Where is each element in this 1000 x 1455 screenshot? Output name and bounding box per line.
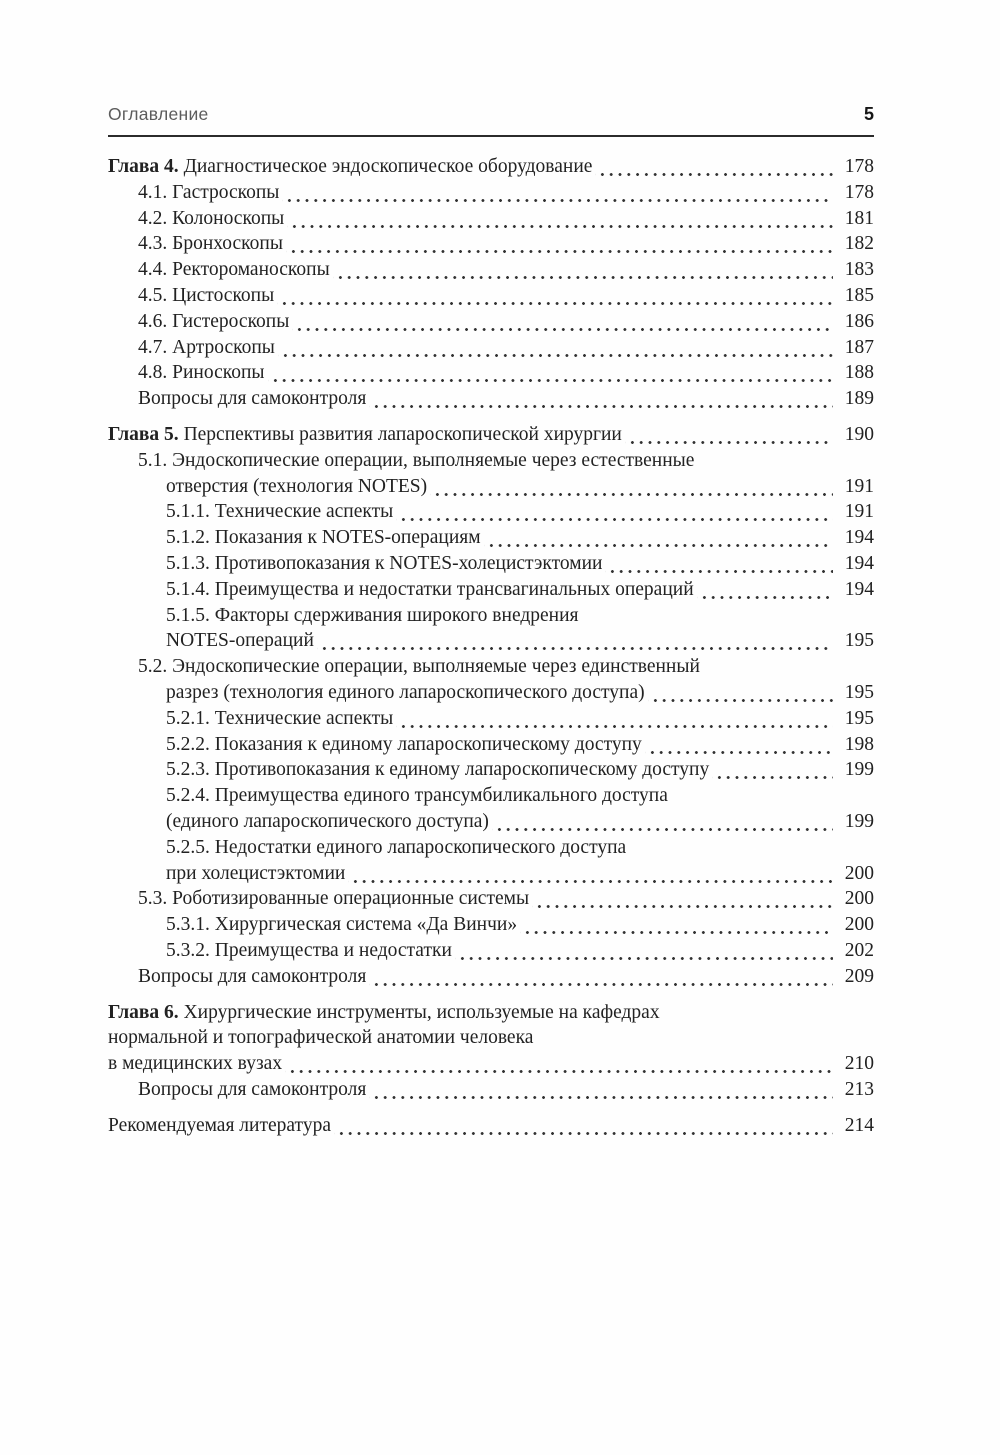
dot-leader [697, 577, 833, 603]
toc-entry-page-number: 200 [844, 888, 874, 910]
toc-entry-page-number: 199 [844, 810, 874, 832]
toc-entry-title: (единого лапароскопического доступа) [166, 810, 489, 832]
toc-entry [108, 706, 874, 732]
toc-entry-title: 5.3.2. Преимущества и недостатки [166, 939, 452, 961]
toc-entry-label [138, 654, 700, 680]
toc-entry-page-number: 191 [844, 475, 874, 497]
dot-leader [286, 231, 833, 257]
dot-leader [292, 309, 833, 335]
toc-entry-page-number: 200 [844, 862, 874, 884]
toc-entry-page-number: 210 [844, 1053, 874, 1075]
toc-entry-title: 5.2.4. Преимущества единого трансумбиликального доступа [166, 785, 668, 807]
dot-leader [287, 206, 833, 232]
toc-entry [108, 1025, 874, 1051]
toc-entry [108, 603, 874, 629]
dot-leader [317, 628, 833, 654]
toc-entry [108, 835, 874, 861]
toc-entry-page-number: 195 [844, 707, 874, 729]
toc-entry-title: 5.1.2. Показания к NOTES-операциям [166, 527, 481, 549]
toc-entry-label [166, 706, 393, 732]
toc-entry [108, 654, 874, 680]
toc-entry-page-number: 199 [844, 759, 874, 781]
toc-entry-chapter-label: Глава 5. [108, 423, 184, 445]
toc-entry [108, 628, 874, 654]
toc-entry-title: 4.8. Риноскопы [138, 362, 265, 384]
toc-entry-label [138, 448, 694, 474]
toc-entry-label [138, 257, 330, 283]
toc-entry-title: 4.7. Артроскопы [138, 336, 275, 358]
toc-entry-title: Вопросы для самоконтроля [138, 388, 367, 410]
toc-entry [108, 551, 874, 577]
toc-entry-label [138, 283, 274, 309]
dot-leader [484, 525, 833, 551]
toc-entry [108, 577, 874, 603]
toc-entry-title: 5.2.2. Показания к единому лапароскопическому доступу [166, 733, 642, 755]
toc-entry [108, 1051, 874, 1077]
dot-leader [645, 732, 833, 758]
toc-entry-title: 5.3.1. Хирургическая система «Да Винчи» [166, 914, 518, 936]
dot-leader [334, 1113, 833, 1139]
toc-entry-title: NOTES-операций [166, 630, 314, 652]
toc-entry-title: 5.2.1. Технические аспекты [166, 707, 394, 729]
toc-entry-label [166, 577, 694, 603]
toc-entry-title: Хирургические инструменты, используемые на кафедрах [183, 1001, 660, 1023]
dot-leader [712, 757, 833, 783]
toc-entry-page-number: 214 [844, 1114, 874, 1136]
toc-entry-page-number: 186 [844, 310, 874, 332]
dot-leader [625, 422, 833, 448]
dot-leader [648, 680, 833, 706]
toc-entry-page-number: 181 [844, 207, 874, 229]
toc-entry [108, 474, 874, 500]
toc-entry-label [166, 732, 642, 758]
toc-entry [108, 912, 874, 938]
toc-entry-title: 4.2. Колоноскопы [138, 207, 285, 229]
dot-leader [333, 257, 833, 283]
toc-entry-title: отверстия (технология NOTES) [166, 475, 428, 497]
folio-page-number: 5 [863, 104, 874, 124]
toc-entry [108, 757, 874, 783]
toc-entry-title: 4.1. Гастроскопы [138, 181, 280, 203]
dot-leader [348, 861, 833, 887]
toc-entry-page-number: 189 [844, 388, 874, 410]
toc-entry-page-number: 183 [844, 259, 874, 281]
toc-entry [108, 283, 874, 309]
toc-entry-page-number: 187 [844, 336, 874, 358]
toc-entry-page-number: 182 [844, 233, 874, 255]
dot-leader [369, 964, 833, 990]
toc-entry-page-number: 194 [844, 552, 874, 574]
toc-entry-label [138, 206, 284, 232]
dot-leader [455, 938, 833, 964]
toc-entry-title: 5.3. Роботизированные операционные системы [138, 888, 530, 910]
toc-entry-title: 5.2. Эндоскопические операции, выполняемые через единственный [138, 656, 700, 678]
toc-entry-title: 4.5. Цистоскопы [138, 284, 275, 306]
toc-entry [108, 335, 874, 361]
toc-entry-label [166, 938, 452, 964]
dot-leader [278, 335, 833, 361]
dot-leader [369, 386, 833, 412]
toc-entry [108, 1113, 874, 1139]
toc-entry [108, 732, 874, 758]
toc-entry [108, 680, 874, 706]
toc-entry-label [166, 783, 668, 809]
toc-entry [108, 861, 874, 887]
toc-entry-page-number: 191 [844, 501, 874, 523]
toc-entry [108, 180, 874, 206]
toc-entry-page-number: 178 [844, 156, 874, 177]
table-of-contents [108, 154, 874, 1138]
toc-entry-label [108, 1113, 331, 1139]
toc-entry-title: Вопросы для самоконтроля [138, 1078, 367, 1100]
page-content [108, 104, 874, 1138]
dot-leader [268, 360, 833, 386]
toc-entry-page-number: 202 [844, 939, 874, 961]
toc-entry-label [166, 680, 645, 706]
toc-entry-page-number: 200 [844, 914, 874, 936]
toc-entry [108, 422, 874, 448]
toc-entry-label [166, 835, 626, 861]
toc-entry-label [108, 1025, 533, 1051]
dot-leader [532, 886, 833, 912]
toc-entry [108, 783, 874, 809]
toc-entry [108, 309, 874, 335]
toc-entry-page-number: 194 [844, 527, 874, 549]
dot-leader [595, 154, 833, 180]
toc-entry [108, 809, 874, 835]
toc-entry-page-number: 185 [844, 284, 874, 306]
toc-entry-label [166, 551, 602, 577]
toc-entry [108, 525, 874, 551]
toc-entry-label [138, 231, 283, 257]
toc-entry-title: 4.3. Бронхоскопы [138, 233, 283, 255]
page-title: Оглавление [108, 104, 209, 124]
toc-entry-title: в медицинских вузах [108, 1053, 283, 1075]
toc-entry-title: 5.1. Эндоскопические операции, выполняемые через естественные [138, 449, 695, 471]
toc-entry-title: 4.6. Гистероскопы [138, 310, 290, 332]
toc-entry-page-number: 190 [844, 423, 874, 445]
toc-entry-page-number: 195 [844, 681, 874, 703]
toc-entry [108, 231, 874, 257]
toc-entry-label [138, 360, 265, 386]
toc-entry-label [138, 886, 529, 912]
toc-entry-label [166, 861, 345, 887]
toc-entry-title: Диагностическое эндоскопическое оборудование [183, 156, 593, 177]
running-header [108, 104, 874, 137]
toc-entry-title: 4.4. Ректороманоскопы [138, 259, 330, 281]
toc-entry [108, 1000, 874, 1026]
toc-entry-label [108, 154, 592, 180]
toc-entry-label [166, 809, 489, 835]
toc-entry [108, 360, 874, 386]
dot-leader [430, 474, 833, 500]
toc-entry [108, 938, 874, 964]
toc-entry-title: 5.2.3. Противопоказания к единому лапароскопическому доступу [166, 759, 710, 781]
toc-entry-title: Вопросы для самоконтроля [138, 965, 367, 987]
toc-entry-label [166, 474, 427, 500]
toc-entry-page-number: 198 [844, 733, 874, 755]
toc-entry-label [166, 628, 314, 654]
toc-entry-label [138, 386, 366, 412]
toc-entry [108, 499, 874, 525]
toc-entry-page-number: 178 [844, 181, 874, 203]
toc-entry-label [138, 964, 366, 990]
toc-entry-label [166, 912, 517, 938]
toc-entry [108, 1077, 874, 1103]
dot-leader [396, 499, 833, 525]
toc-entry [108, 386, 874, 412]
toc-entry [108, 257, 874, 283]
dot-leader [369, 1077, 833, 1103]
toc-entry [108, 448, 874, 474]
toc-entry-label [138, 1077, 366, 1103]
toc-entry-page-number: 188 [844, 362, 874, 384]
toc-entry-title: нормальной и топографической анатомии человека [108, 1027, 534, 1049]
toc-entry-label [138, 335, 275, 361]
toc-entry-label [166, 525, 481, 551]
toc-entry-label [108, 1000, 660, 1026]
dot-leader [285, 1051, 833, 1077]
toc-entry-label [166, 757, 709, 783]
dot-leader [605, 551, 833, 577]
toc-entry-page-number: 195 [844, 630, 874, 652]
toc-entry-label [166, 603, 579, 629]
toc-entry-chapter-label: Глава 4. [108, 156, 184, 177]
toc-entry-title: Рекомендуемая литература [108, 1114, 331, 1136]
dot-leader [492, 809, 833, 835]
toc-entry [108, 886, 874, 912]
toc-entry-page-number: 209 [844, 965, 874, 987]
dot-leader [277, 283, 833, 309]
toc-entry-label [166, 499, 393, 525]
toc-entry-title: при холецистэктомии [166, 862, 346, 884]
toc-entry-title: 5.1.3. Противопоказания к NOTES-холецистэктомии [166, 552, 603, 574]
toc-entry-label [108, 422, 622, 448]
toc-entry [108, 206, 874, 232]
toc-entry [108, 154, 874, 180]
toc-entry-title: 5.1.1. Технические аспекты [166, 501, 394, 523]
toc-entry-title: 5.1.4. Преимущества и недостатки трансвагинальных операций [166, 578, 694, 600]
dot-leader [282, 180, 833, 206]
toc-entry-label [138, 309, 289, 335]
toc-entry-title: 5.2.5. Недостатки единого лапароскопического доступа [166, 836, 627, 858]
toc-entry-label [108, 1051, 282, 1077]
toc-entry-page-number: 194 [844, 578, 874, 600]
toc-entry-page-number: 213 [844, 1078, 874, 1100]
toc-entry-title: Перспективы развития лапароскопической хирургии [183, 423, 622, 445]
toc-entry-chapter-label: Глава 6. [108, 1001, 184, 1023]
toc-entry [108, 964, 874, 990]
toc-entry-title: разрез (технология единого лапароскопического доступа) [166, 681, 645, 703]
toc-entry-title: 5.1.5. Факторы сдерживания широкого внедрения [166, 604, 579, 626]
toc-entry-label [138, 180, 279, 206]
dot-leader [520, 912, 833, 938]
dot-leader [396, 706, 833, 732]
